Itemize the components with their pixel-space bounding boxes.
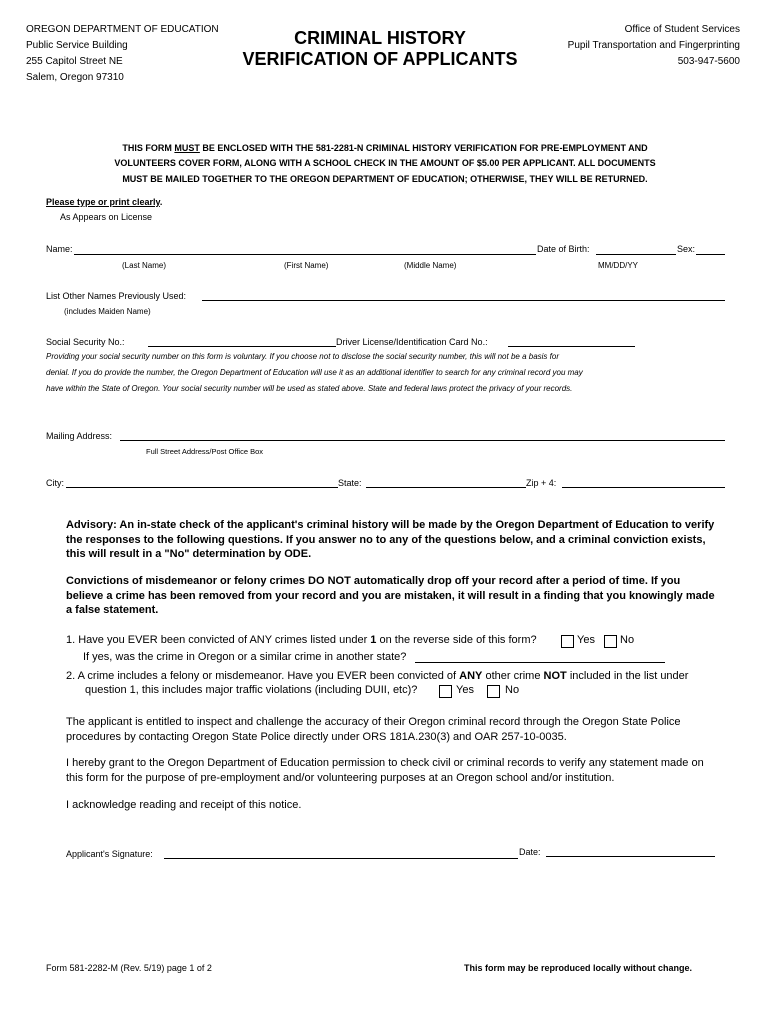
question-2-not: NOT xyxy=(543,670,567,682)
ssn-field[interactable] xyxy=(148,346,336,347)
advisory-paragraph: Advisory: An in-state check of the applicant's criminal history will be made by the Oregon Department of Education to verify the responses to the following questions. If you answer no to any of the questions below, and a criminal conviction exists, this will result in a "No" determination by ODE. xyxy=(66,519,715,560)
convictions-paragraph: Convictions of misdemeanor or felony crimes DO NOT automatically drop off your record after a period of time. If you believe a crime has been removed from your record and you are mistaken, it will result in a finding that you knowingly made a false statement. xyxy=(66,575,715,616)
q2-yes-checkbox[interactable] xyxy=(439,685,452,698)
date-field[interactable] xyxy=(546,856,715,857)
date-label: Date: xyxy=(519,847,541,857)
question-1-followup: If yes, was the crime in Oregon or a similar crime in another state? xyxy=(83,651,407,663)
other-names-label: List Other Names Previously Used: xyxy=(46,291,187,301)
office-phone: 503-947-5600 xyxy=(677,56,740,67)
question-1 xyxy=(66,634,537,646)
signature-label: Applicant's Signature: xyxy=(66,849,153,859)
acknowledge-paragraph: I acknowledge reading and receipt of this notice. xyxy=(66,799,302,811)
question-1-text: on the reverse side of this form? xyxy=(376,634,537,646)
ssn-label: Social Security No.: xyxy=(46,337,125,347)
question-1-ref: 1 xyxy=(370,634,377,646)
question-2 xyxy=(66,670,688,682)
middle-name-caption: (Middle Name) xyxy=(404,261,457,270)
type-print-text: Please type or print clearly xyxy=(46,197,160,207)
agency-street: 255 Capitol Street NE xyxy=(26,56,123,67)
form-id: Form 581-2282-M (Rev. 5/19) page 1 of 2 xyxy=(46,963,212,973)
notice-line-1 xyxy=(0,143,770,153)
agency-name: OREGON DEPARTMENT OF EDUCATION xyxy=(26,24,219,35)
inspect-challenge-paragraph: The applicant is entitled to inspect and challenge the accuracy of their Oregon criminal record through the Oregon State Police procedures by contacting Oregon State Police directly under ORS 181A.230(3) and OAR 257-10-0035. xyxy=(66,716,681,743)
name-label: Name: xyxy=(46,244,73,254)
agency-city: Salem, Oregon 97310 xyxy=(26,72,124,83)
other-names-field[interactable] xyxy=(202,300,725,301)
notice-must: MUST xyxy=(174,143,200,153)
name-field[interactable] xyxy=(74,254,536,255)
ssn-disclaimer-line-1: Providing your social security number on this form is voluntary. If you choose not to disclose the social security number, this will not be a basis for xyxy=(46,352,559,361)
city-field[interactable] xyxy=(66,487,338,488)
question-2-any: ANY xyxy=(459,670,483,682)
mailing-address-caption: Full Street Address/Post Office Box xyxy=(146,447,263,456)
type-print-note xyxy=(46,197,162,207)
as-appears-note: As Appears on License xyxy=(60,212,153,222)
q2-no-checkbox[interactable] xyxy=(487,685,500,698)
ssn-disclaimer-line-3: have within the State of Oregon. Your social security number will be used as stated above. State and federal laws protect the privacy of your records. xyxy=(46,384,573,393)
reproduce-note: This form may be reproduced locally without change. xyxy=(464,963,693,973)
form-title-line1: CRIMINAL HISTORY xyxy=(294,28,466,48)
notice-text: BE ENCLOSED WITH THE 581-2281-N CRIMINAL HISTORY VERIFICATION FOR PRE-EMPLOYMENT AND xyxy=(199,143,648,153)
notice-line-2: VOLUNTEERS COVER FORM, ALONG WITH A SCHOOL CHECK IN THE AMOUNT OF $5.00 PER APPLICANT. ALL DOCUMENTS xyxy=(114,158,656,168)
question-2-text: 2. A crime includes a felony or misdemeanor. Have you EVER been convicted of xyxy=(66,670,460,682)
question-2-line-2: question 1, this includes major traffic violations (including DUII, etc)? xyxy=(85,684,418,696)
notice-line-3: MUST BE MAILED TOGETHER TO THE OREGON DEPARTMENT OF EDUCATION; OTHERWISE, THEY WILL BE RETURNED. xyxy=(122,174,648,184)
question-2-text: other crime xyxy=(482,670,544,682)
mailing-address-field[interactable] xyxy=(120,440,725,441)
q1-yes-checkbox[interactable] xyxy=(561,635,574,648)
signature-field[interactable] xyxy=(164,858,518,859)
city-label: City: xyxy=(46,478,64,488)
first-name-caption: (First Name) xyxy=(284,261,329,270)
q1-yes-label: Yes xyxy=(577,634,595,646)
notice-text: THIS FORM xyxy=(122,143,175,153)
permission-paragraph: I hereby grant to the Oregon Department of Education permission to check civil or criminal records to verify any statement made on this form for the purpose of pre-employment and/or volunteering purposes at an Oregon school and/or institution. xyxy=(66,757,704,784)
ssn-disclaimer-line-2: denial. If you do provide the number, the Oregon Department of Education will use it as an additional identifier to search for any criminal record you may xyxy=(46,368,583,377)
state-field[interactable] xyxy=(366,487,526,488)
license-field[interactable] xyxy=(508,346,635,347)
zip-label: Zip + 4: xyxy=(526,478,557,488)
period: . xyxy=(159,197,163,207)
agency-building: Public Service Building xyxy=(26,40,128,51)
zip-field[interactable] xyxy=(562,487,725,488)
question-1-followup-field[interactable] xyxy=(415,662,665,663)
question-1-text: 1. Have you EVER been convicted of ANY crimes listed under xyxy=(66,634,371,646)
license-label: Driver License/Identification Card No.: xyxy=(336,337,488,347)
q1-no-checkbox[interactable] xyxy=(604,635,617,648)
office-dept: Pupil Transportation and Fingerprinting xyxy=(567,40,740,51)
question-2-text: included in the list under xyxy=(566,670,689,682)
form-title-line2: VERIFICATION OF APPLICANTS xyxy=(242,49,518,69)
dob-label: Date of Birth: xyxy=(537,244,590,254)
sex-label: Sex: xyxy=(677,244,696,254)
dob-field[interactable] xyxy=(596,254,676,255)
dob-format-caption: MM/DD/YY xyxy=(598,261,638,270)
state-label: State: xyxy=(338,478,362,488)
q2-no-label: No xyxy=(505,684,520,696)
q2-yes-label: Yes xyxy=(456,684,474,696)
maiden-name-caption: (includes Maiden Name) xyxy=(64,307,151,316)
sex-field[interactable] xyxy=(696,254,725,255)
office-name: Office of Student Services xyxy=(624,24,740,35)
q1-no-label: No xyxy=(620,634,635,646)
last-name-caption: (Last Name) xyxy=(122,261,167,270)
mailing-address-label: Mailing Address: xyxy=(46,431,113,441)
